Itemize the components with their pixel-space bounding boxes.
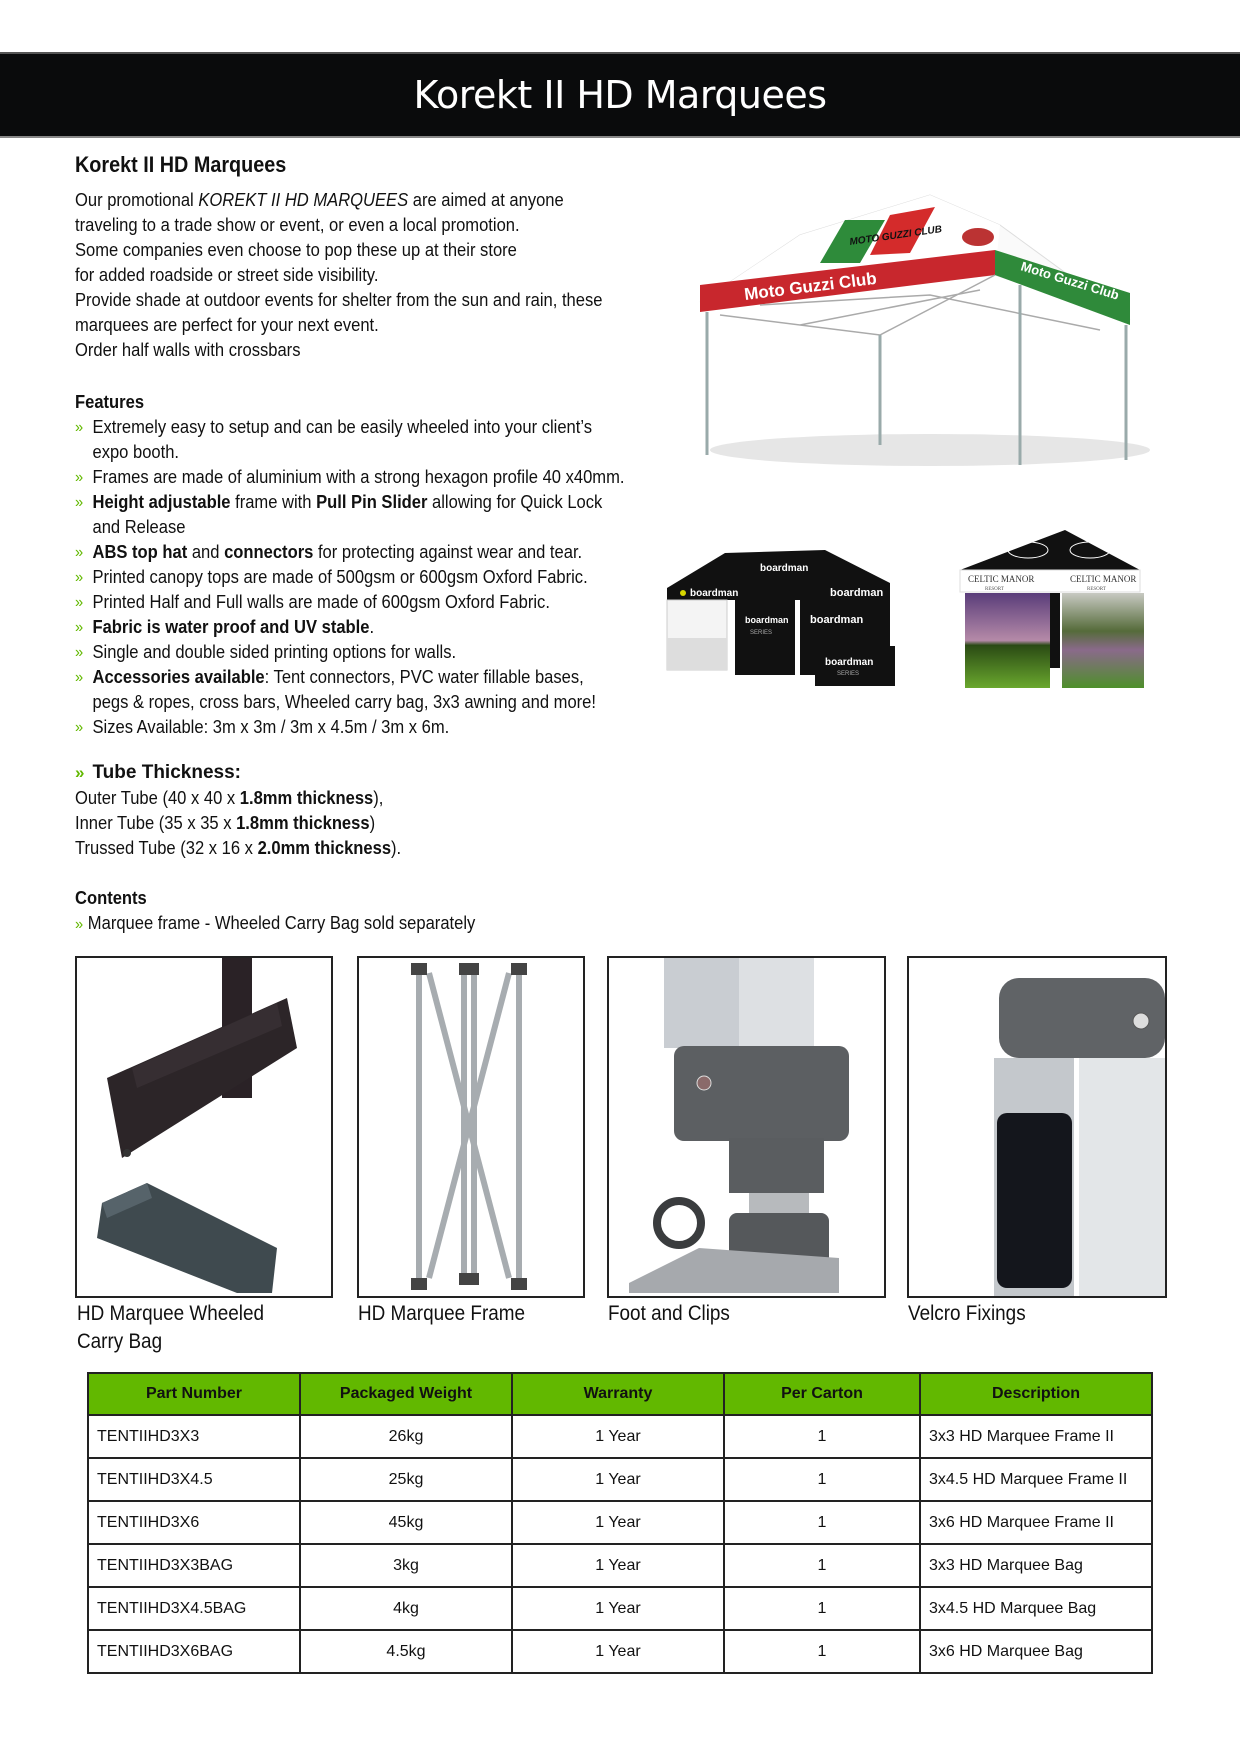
gallery-foot-image bbox=[607, 956, 886, 1298]
description-cell: 3x6 HD Marquee Frame II bbox=[920, 1501, 1152, 1544]
column-header: Packaged Weight bbox=[300, 1373, 512, 1415]
tube-bold: 1.8mm thickness bbox=[239, 788, 374, 808]
feature-item bbox=[75, 415, 627, 465]
series-text: SERIES bbox=[750, 630, 773, 636]
gallery-caption: HD Marquee Wheeled Carry Bag bbox=[77, 1302, 264, 1353]
intro-paragraph bbox=[75, 188, 627, 363]
feature-text: Printed canopy tops are made of 500gsm or 600gsm Oxford Fabric. bbox=[92, 567, 588, 587]
packaged-weight-cell: 4.5kg bbox=[300, 1630, 512, 1673]
feature-item bbox=[75, 715, 627, 740]
column-header: Part Number bbox=[88, 1373, 300, 1415]
per-carton-cell: 1 bbox=[724, 1630, 920, 1673]
description-cell: 3x3 HD Marquee Frame II bbox=[920, 1415, 1152, 1458]
tube-text: ), bbox=[373, 788, 384, 808]
chevron-bullet-icon: » bbox=[75, 419, 84, 436]
chevron-bullet-icon: » bbox=[75, 469, 84, 486]
description-cell: 3x3 HD Marquee Bag bbox=[920, 1544, 1152, 1587]
part-number-cell: TENTIIHD3X6BAG bbox=[88, 1630, 300, 1673]
chevron-bullet-icon: » bbox=[75, 569, 84, 586]
feature-bold: connectors bbox=[224, 542, 314, 562]
chevron-bullet-icon: » bbox=[75, 594, 84, 611]
spec-table bbox=[87, 1372, 1153, 1674]
feature-item bbox=[75, 615, 627, 640]
intro-line: traveling to a trade show or event, or even a local promotion. bbox=[75, 215, 520, 235]
features-heading: Features bbox=[75, 392, 145, 412]
warranty-cell: 1 Year bbox=[512, 1544, 724, 1587]
boardman-text: boardman bbox=[830, 587, 884, 599]
tube-heading bbox=[75, 760, 675, 786]
feature-text: frame with bbox=[230, 492, 317, 512]
boardman-marquee-image bbox=[665, 538, 915, 693]
feature-text: Frames are made of aluminium with a strong hexagon profile 40 x40mm. bbox=[92, 467, 625, 487]
tube-bold: 1.8mm thickness bbox=[236, 813, 370, 833]
gallery-caption: Foot and Clips bbox=[608, 1302, 730, 1325]
warranty-cell: 1 Year bbox=[512, 1501, 724, 1544]
feature-text: Printed Half and Full walls are made of 600gsm Oxford Fabric. bbox=[92, 592, 550, 612]
chevron-bullet-icon: » bbox=[75, 544, 84, 561]
boardman-logo-dot-icon bbox=[680, 590, 686, 596]
feature-text: expo booth. bbox=[92, 442, 180, 462]
table-row bbox=[88, 1415, 1152, 1458]
title-bar bbox=[0, 52, 1240, 138]
contents-text: Marquee frame - Wheeled Carry Bag sold separately bbox=[87, 913, 476, 933]
packaged-weight-cell: 26kg bbox=[300, 1415, 512, 1458]
packaged-weight-cell: 45kg bbox=[300, 1501, 512, 1544]
packaged-weight-cell: 4kg bbox=[300, 1587, 512, 1630]
table-row bbox=[88, 1501, 1152, 1544]
feature-text: Sizes Available: 3m x 3m / 3m x 4.5m / 3m x 6m. bbox=[92, 717, 450, 737]
per-carton-cell: 1 bbox=[724, 1544, 920, 1587]
resort-text: RESORT bbox=[985, 587, 1004, 592]
packaged-weight-cell: 3kg bbox=[300, 1544, 512, 1587]
description-cell: 3x6 HD Marquee Bag bbox=[920, 1630, 1152, 1673]
feature-text: . bbox=[369, 617, 375, 637]
tube-bold: 2.0mm thickness bbox=[257, 838, 392, 858]
boardman-text: boardman bbox=[690, 588, 739, 599]
resort-text: RESORT bbox=[1087, 587, 1106, 592]
intro-italic: KOREKT II HD MARQUEES bbox=[198, 190, 409, 210]
tube-list bbox=[75, 786, 627, 861]
tube-row bbox=[75, 836, 627, 861]
intro-line: Provide shade at outdoor events for shelter from the sun and rain, these bbox=[75, 290, 603, 310]
boardman-text: boardman bbox=[825, 657, 874, 668]
feature-text: and Release bbox=[92, 517, 186, 537]
feature-bold: ABS top hat bbox=[92, 542, 188, 562]
feature-item bbox=[75, 465, 627, 490]
intro-text: Our promotional bbox=[75, 190, 199, 210]
column-header: Per Carton bbox=[724, 1373, 920, 1415]
chevron-bullet-icon: » bbox=[75, 644, 84, 661]
chevron-bullet-icon: » bbox=[75, 719, 84, 736]
packaged-weight-cell: 25kg bbox=[300, 1458, 512, 1501]
intro-line: for added roadside or street side visibility. bbox=[75, 265, 379, 285]
feature-item bbox=[75, 540, 627, 565]
warranty-cell: 1 Year bbox=[512, 1458, 724, 1501]
part-number-cell: TENTIIHD3X3BAG bbox=[88, 1544, 300, 1587]
celtic-manor-marquee-image bbox=[950, 525, 1145, 690]
feature-text: pegs & ropes, cross bars, Wheeled carry bag, 3x3 awning and more! bbox=[92, 692, 596, 712]
part-number-cell: TENTIIHD3X4.5BAG bbox=[88, 1587, 300, 1630]
feature-text: and bbox=[187, 542, 225, 562]
feature-text: allowing for Quick Lock bbox=[427, 492, 603, 512]
product-text bbox=[75, 152, 675, 937]
chevron-bullet-icon: » bbox=[75, 763, 85, 782]
gallery-caption: HD Marquee Frame bbox=[358, 1302, 526, 1325]
moto-guzzi-marquee-image bbox=[680, 165, 1160, 470]
tube-heading-text: Tube Thickness: bbox=[92, 762, 241, 783]
table-row bbox=[88, 1630, 1152, 1673]
feature-text: : Tent connectors, PVC water fillable bases, bbox=[264, 667, 584, 687]
part-number-cell: TENTIIHD3X6 bbox=[88, 1501, 300, 1544]
chevron-bullet-icon: » bbox=[75, 669, 84, 686]
celtic-text: CELTIC MANOR bbox=[1070, 574, 1137, 584]
description-cell: 3x4.5 HD Marquee Frame II bbox=[920, 1458, 1152, 1501]
gallery-carry-bag-image bbox=[75, 956, 333, 1298]
chevron-bullet-icon: » bbox=[75, 494, 84, 511]
part-number-cell: TENTIIHD3X3 bbox=[88, 1415, 300, 1458]
feature-item bbox=[75, 565, 627, 590]
table-header-row bbox=[88, 1373, 1152, 1415]
warranty-cell: 1 Year bbox=[512, 1587, 724, 1630]
chevron-bullet-icon: » bbox=[75, 619, 84, 636]
feature-item bbox=[75, 490, 627, 540]
contents-heading: Contents bbox=[75, 888, 147, 908]
feature-item bbox=[75, 640, 627, 665]
part-number-cell: TENTIIHD3X4.5 bbox=[88, 1458, 300, 1501]
celtic-text: CELTIC MANOR bbox=[968, 574, 1035, 584]
table-row bbox=[88, 1544, 1152, 1587]
series-text: SERIES bbox=[837, 671, 860, 677]
page-title: Korekt II HD Marquees bbox=[413, 73, 827, 117]
tube-text: ). bbox=[391, 838, 402, 858]
boardman-text: boardman bbox=[760, 563, 809, 574]
per-carton-cell: 1 bbox=[724, 1415, 920, 1458]
feature-bold: Height adjustable bbox=[92, 492, 231, 512]
banner-front-text: Moto Guzzi Club bbox=[743, 268, 878, 304]
feature-bold: Pull Pin Slider bbox=[316, 492, 428, 512]
feature-bold: Fabric is water proof and UV stable bbox=[92, 617, 370, 637]
intro-line: Order half walls with crossbars bbox=[75, 340, 301, 360]
tube-text: Trussed Tube (32 x 16 x bbox=[75, 838, 258, 858]
feature-item bbox=[75, 665, 627, 715]
tube-row bbox=[75, 811, 627, 836]
tube-text: ) bbox=[369, 813, 376, 833]
column-header: Description bbox=[920, 1373, 1152, 1415]
feature-text: Single and double sided printing options for walls. bbox=[92, 642, 457, 662]
description-cell: 3x4.5 HD Marquee Bag bbox=[920, 1587, 1152, 1630]
per-carton-cell: 1 bbox=[724, 1587, 920, 1630]
per-carton-cell: 1 bbox=[724, 1458, 920, 1501]
intro-line bbox=[75, 188, 627, 213]
per-carton-cell: 1 bbox=[724, 1501, 920, 1544]
feature-text: for protecting against wear and tear. bbox=[313, 542, 583, 562]
warranty-cell: 1 Year bbox=[512, 1630, 724, 1673]
moto-guzzi-logo-text: MOTO GUZZI CLUB bbox=[848, 224, 943, 248]
column-header: Warranty bbox=[512, 1373, 724, 1415]
intro-heading: Korekt II HD Marquees bbox=[75, 152, 287, 177]
boardman-text: boardman bbox=[745, 615, 789, 625]
gallery-caption: Velcro Fixings bbox=[908, 1302, 1026, 1325]
table-row bbox=[88, 1587, 1152, 1630]
spec-table-body bbox=[88, 1415, 1152, 1673]
warranty-cell: 1 Year bbox=[512, 1415, 724, 1458]
tube-text: Outer Tube (40 x 40 x bbox=[75, 788, 240, 808]
gallery-frame-image bbox=[357, 956, 585, 1298]
tube-text: Inner Tube (35 x 35 x bbox=[75, 813, 237, 833]
features-list bbox=[75, 415, 675, 740]
intro-text: are aimed at anyone bbox=[408, 190, 564, 210]
chevron-bullet-icon: » bbox=[75, 916, 84, 933]
gallery-velcro-image bbox=[907, 956, 1167, 1298]
table-row bbox=[88, 1458, 1152, 1501]
feature-text: Extremely easy to setup and can be easily wheeled into your client’s bbox=[92, 417, 593, 437]
intro-line: marquees are perfect for your next event. bbox=[75, 315, 379, 335]
feature-bold: Accessories available bbox=[92, 667, 265, 687]
contents-item bbox=[75, 911, 627, 937]
tube-row bbox=[75, 786, 627, 811]
banner-side-text: Moto Guzzi Club bbox=[1019, 258, 1121, 303]
feature-item bbox=[75, 590, 627, 615]
intro-line: Some companies even choose to pop these up at their store bbox=[75, 240, 517, 260]
boardman-text: boardman bbox=[810, 614, 864, 626]
